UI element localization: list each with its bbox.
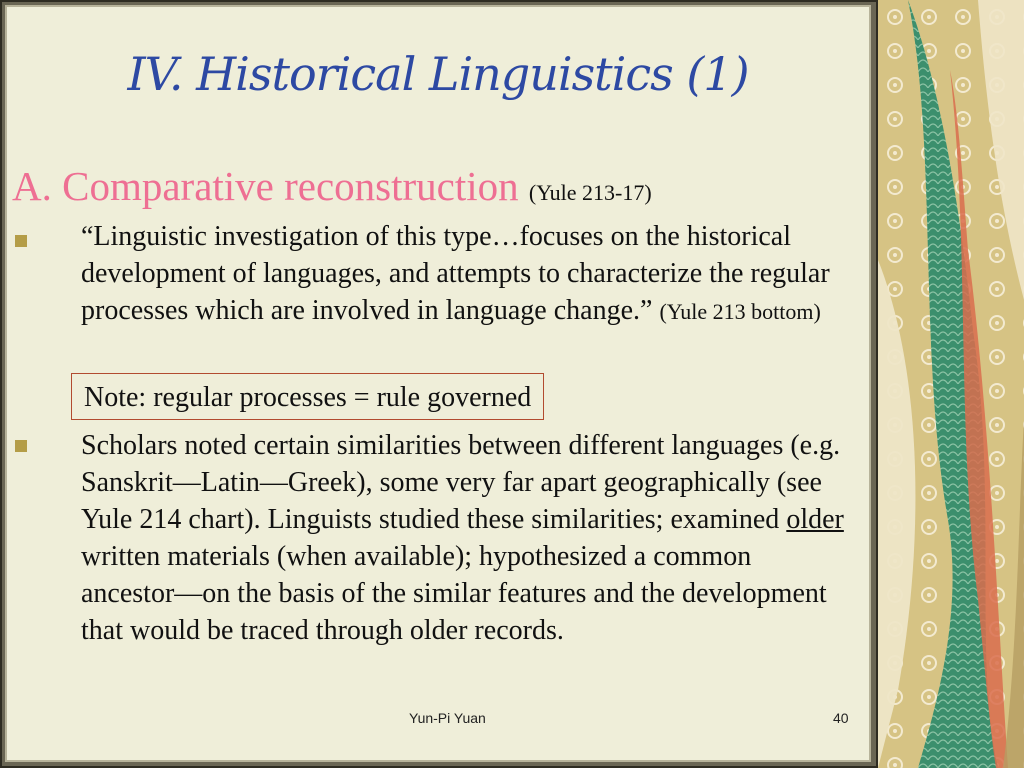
bullet-2-underlined: older	[786, 504, 844, 535]
bullet-1-reference: (Yule 213 bottom)	[659, 299, 821, 324]
decorative-side-panel	[878, 0, 1024, 768]
section-heading	[12, 162, 652, 210]
slide	[5, 5, 871, 762]
floral-leaf-decoration	[878, 0, 1024, 768]
square-bullet-icon	[15, 440, 27, 452]
slide-title: IV. Historical Linguistics (1)	[127, 47, 749, 101]
bullet-paragraph-1	[81, 218, 851, 330]
bullet-paragraph-2	[81, 427, 851, 649]
footer-author: Yun-Pi Yuan	[409, 710, 486, 726]
bullet-2-text-before: Scholars noted certain similarities between different languages (e.g. Sanskrit—Latin—Greek), some very far apart geographically (see Yule 214 chart). Linguists studied these similarities; examined	[81, 430, 841, 535]
heading-text: Comparative reconstruction	[62, 163, 519, 209]
bullet-2-text-after: written materials (when available); hypothesized a common ancestor—on the basis of the similar features and the development that would be traced through older records.	[81, 541, 827, 646]
footer-page-number: 40	[833, 710, 849, 726]
square-bullet-icon	[15, 235, 27, 247]
heading-reference: (Yule 213-17)	[528, 180, 652, 205]
bullet-1-text: “Linguistic investigation of this type…focuses on the historical development of languages, and attempts to characterize the regular processes which are involved in language change.”	[81, 221, 830, 326]
note-box: Note: regular processes = rule governed	[71, 373, 544, 420]
heading-marker: A.	[12, 163, 52, 209]
